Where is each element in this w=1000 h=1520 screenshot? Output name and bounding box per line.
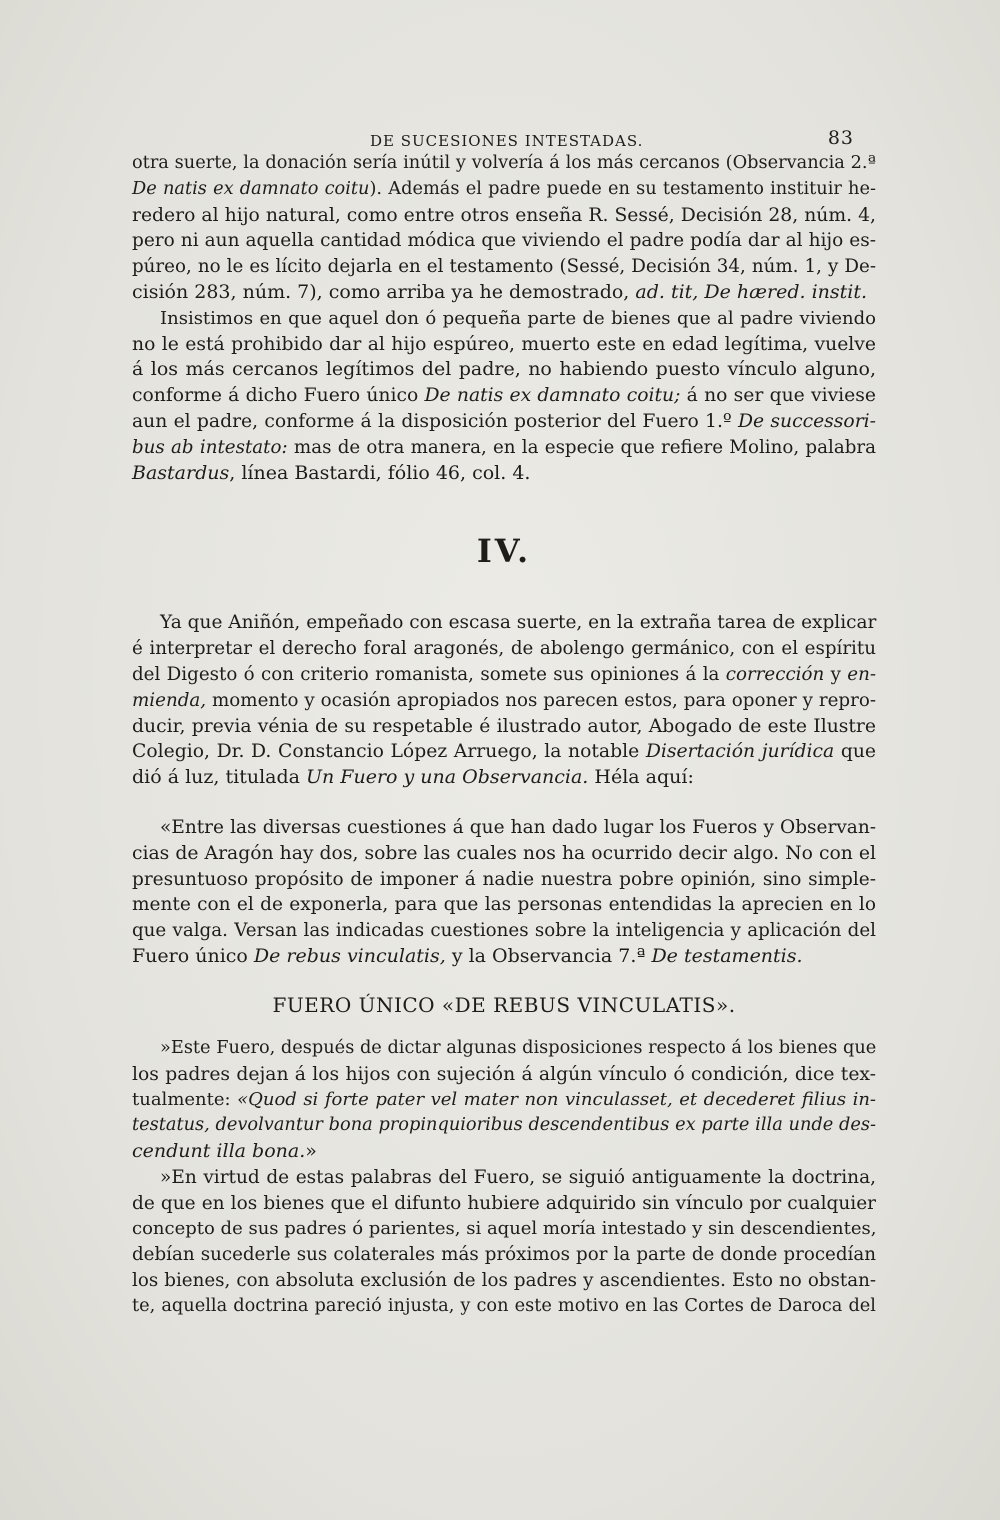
- running-header: [132, 125, 876, 151]
- latin-citation: De natis ex damnato coitu;: [424, 385, 681, 407]
- text-run: del Digesto ó con criterio romanista, somete sus opiniones á la: [132, 663, 726, 685]
- text-line: otra suerte, la donación sería inútil y volvería á los más cercanos (Observancia 2.ª: [132, 153, 876, 173]
- text-line: [132, 765, 876, 791]
- text-run: que: [834, 741, 877, 763]
- text-line: [132, 280, 876, 306]
- text-line: no le está prohibido dar al hijo espúreo, muerto este en edad legítima, vuelve: [132, 333, 876, 355]
- text-run: y: [824, 663, 848, 685]
- text-line: [132, 739, 876, 765]
- text-run: dió á luz, titulada: [132, 766, 307, 789]
- quoted-paragraph-entre: [132, 815, 876, 970]
- text-line: Ya que Aniñón, empeñado con escasa suerte, en la extraña tarea de explicar: [160, 612, 877, 634]
- latin-citation: Bastardus: [132, 461, 230, 484]
- latin-citation: ad. tit, De hæred. instit.: [635, 280, 868, 303]
- text-line: púreo, no le es lícito dejarla en el testamento (Sessé, Decisión 34, núm. 1, y De-: [132, 256, 876, 278]
- text-line: [132, 1139, 876, 1165]
- text-line: te, aquella doctrina pareció injusta, y con este motivo en las Cortes de Daroca del: [132, 1295, 876, 1316]
- text-run: Colegio, Dr. D. Constancio López Arruego, la notable: [132, 741, 646, 763]
- text-line: redero al hijo natural, como entre otros enseña R. Sessé, Decisión 28, núm. 4,: [132, 204, 876, 226]
- text-run: ). Además el padre puede en su testamento instituir he-: [369, 178, 876, 199]
- italic-term: Un Fuero y una Observancia.: [306, 766, 589, 789]
- latin-citation: bus ab intestato:: [132, 436, 288, 458]
- italic-term: en-: [847, 663, 876, 685]
- spacer: [132, 1022, 876, 1036]
- running-title: DE SUCESIONES INTESTADAS.: [370, 132, 644, 150]
- latin-citation: cendunt illa bona.: [132, 1139, 306, 1162]
- paragraph-continuation: [132, 151, 876, 306]
- text-line: mente con el de exponerla, para que las personas entendidas la aprecien en lo: [132, 894, 876, 916]
- text-run: Fuero único: [132, 944, 254, 967]
- text-run: , línea Bastardi, fólio 46, col. 4.: [229, 461, 531, 484]
- text-run: cisión 283, núm. 7), como arriba ya he demostrado,: [132, 280, 636, 303]
- text-run: aun el padre, conforme á la disposición posterior del Fuero 1.º: [132, 410, 738, 432]
- subheading: FUERO ÚNICO «DE REBUS VINCULATIS».: [272, 992, 736, 1017]
- quoted-paragraph-en-virtud: [132, 1165, 876, 1320]
- text-line: [132, 662, 876, 688]
- text-run: »: [305, 1139, 317, 1162]
- spacer: [132, 791, 876, 815]
- text-line: presuntuoso propósito de imponer á nadie nuestra pobre opinión, sino simple-: [132, 868, 876, 890]
- text-line: Insistimos en que aquel don ó pequeña parte de bienes que al padre viviendo: [160, 307, 876, 329]
- text-line: [132, 177, 876, 203]
- latin-citation: De natis ex damnato coitu: [132, 178, 370, 199]
- text-line: concepto de sus padres ó parientes, si aquel moría intestado y sin descendientes,: [132, 1218, 877, 1240]
- italic-term: mienda,: [132, 689, 207, 711]
- text-line: [132, 461, 876, 487]
- latin-citation: «Quod si forte pater vel mater non vinculasset, et decederet filius in-: [237, 1089, 876, 1111]
- text-line: que valga. Versan las indicadas cuestiones sobre la inteligencia y aplicación del: [132, 920, 876, 942]
- latin-citation: De successori-: [738, 410, 876, 432]
- text-line: [132, 1087, 876, 1113]
- text-line: »Este Fuero, después de dictar algunas disposiciones respecto á los bienes que: [160, 1037, 877, 1058]
- text-line: á los más cercanos legítimos del padre, no habiendo puesto vínculo alguno,: [132, 358, 876, 381]
- text-line: »En virtud de estas palabras del Fuero, se siguió antiguamente la doctrina,: [160, 1166, 876, 1188]
- paragraph-aninon: [132, 610, 876, 791]
- latin-citation: De testamentis.: [651, 944, 803, 967]
- text-line: debían sucederle sus colaterales más próximos por la parte de donde procedían: [132, 1244, 876, 1266]
- text-line: ducir, previa vénia de su respetable é ilustrado autor, Abogado de este Ilustre: [132, 715, 876, 737]
- quoted-paragraph-este-fuero: [132, 1036, 876, 1165]
- paragraph-insistimos: [132, 306, 876, 487]
- text-line: pero ni aun aquella cantidad módica que viviendo el padre podía dar al hijo es-: [132, 230, 876, 252]
- text-line: [132, 944, 876, 970]
- text-line: é interpretar el derecho foral aragonés, de abolengo germánico, con el espíritu: [132, 638, 876, 660]
- text-line: cias de Aragón hay dos, sobre las cuales nos ha ocurrido decir algo. No con el: [132, 842, 876, 864]
- page-number: 83: [827, 127, 854, 149]
- text-line: de que en los bienes que el difunto hubiere adquirido sin vínculo por cualquier: [132, 1192, 876, 1214]
- text-line: [132, 383, 876, 409]
- text-run: momento y ocasión apropiados nos parecen estos, para oponer y repro-: [206, 689, 876, 711]
- italic-term: Disertación jurídica: [645, 741, 835, 763]
- text-line: los padres dejan á los hijos con sujeción á algún vínculo ó condición, dice tex-: [132, 1063, 876, 1085]
- text-line: [132, 688, 876, 714]
- text-line: [132, 409, 876, 435]
- page-content: [132, 125, 876, 1319]
- text-line: «Entre las diversas cuestiones á que han dado lugar los Fueros y Observan-: [160, 816, 876, 838]
- text-run: conforme á dicho Fuero único: [132, 385, 425, 407]
- text-run: Héla aquí:: [588, 766, 694, 789]
- text-run: tualmente:: [132, 1089, 238, 1111]
- text-line: testatus, devolvantur bona propinquioribus descendentibus ex parte illa unde des-: [132, 1115, 876, 1136]
- spacer: [132, 970, 876, 988]
- text-line: los bienes, con absoluta exclusión de los padres y ascendientes. Esto no obstan-: [132, 1269, 876, 1291]
- section-heading: IV.: [476, 532, 532, 571]
- text-run: mas de otra manera, en la especie que refiere Molino, palabra: [287, 436, 876, 458]
- italic-term: corrección: [725, 663, 825, 685]
- text-run: y la Observancia 7.ª: [445, 944, 652, 967]
- spacer: [132, 486, 876, 528]
- spacer: [132, 574, 876, 610]
- latin-citation: De rebus vinculatis,: [253, 944, 446, 967]
- text-line: [132, 435, 876, 461]
- text-run: á no ser que viviese: [680, 385, 876, 407]
